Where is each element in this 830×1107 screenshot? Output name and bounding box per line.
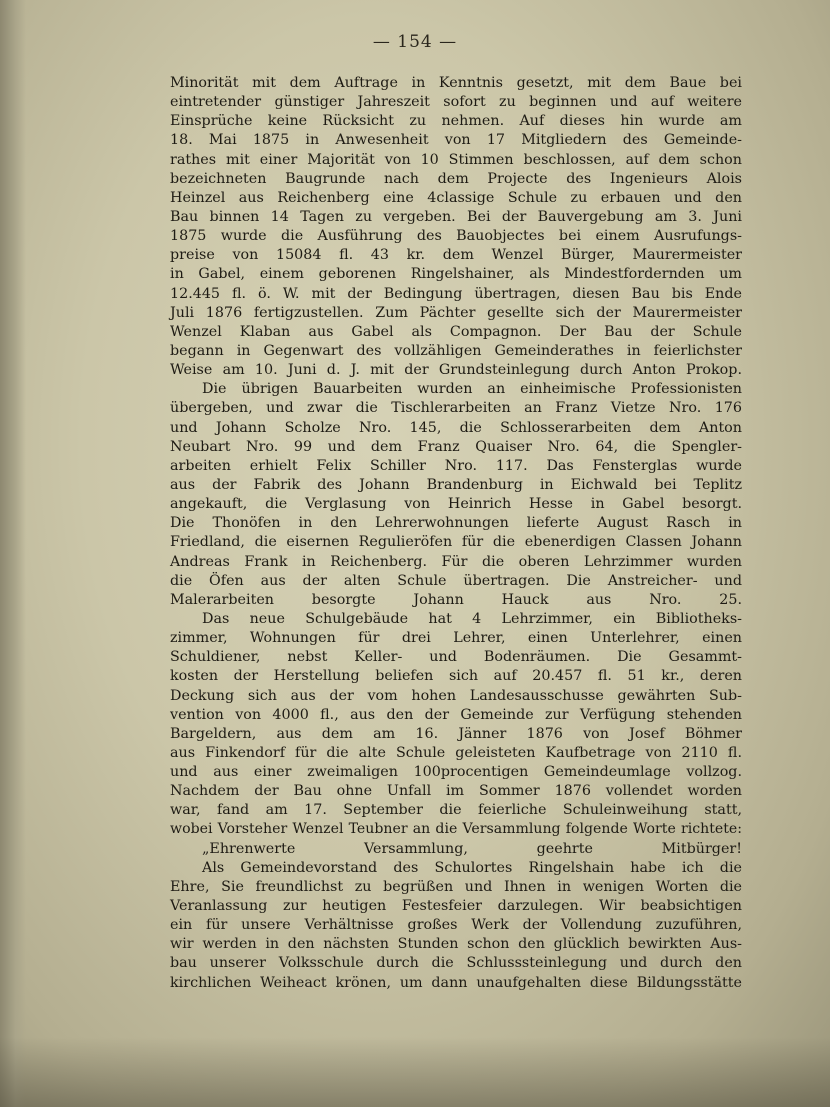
text-line: Heinzel aus Reichenberg eine 4classige Schule zu erbauen und den [170,189,742,206]
text-line: die Öfen aus der alten Schule übertragen. Die Anstreicher- und [170,572,742,589]
text-line: Ehre, Sie freundlichst zu begrüßen und Ihnen in wenigen Worten die [170,878,742,895]
text-line: Einsprüche keine Rücksicht zu nehmen. Auf dieses hin wurde am [170,113,742,130]
text-line: eintretender günstiger Jahreszeit sofort zu beginnen und auf weitere [170,94,742,111]
text-line: preise von 15084 fl. 43 kr. dem Wenzel Bürger, Maurermeister [170,247,742,264]
text-line: 18. Mai 1875 in Anwesenheit von 17 Mitgliedern des Gemeinde- [170,132,742,149]
text-line: rathes mit einer Majorität von 10 Stimmen beschlossen, auf dem schon [170,151,742,168]
text-line: Wenzel Klaban aus Gabel als Compagnon. Der Bau der Schule [170,323,742,340]
text-line: kirchlichen Weiheact krönen, um dann unaufgehalten diese Bildungsstätte [170,974,742,991]
text-line: war, fand am 17. September die feierliche Schuleinweihung statt, [170,802,742,819]
text-line: aus Finkendorf für die alte Schule geleisteten Kaufbetrage von 2110 fl. [170,744,742,761]
text-line: bezeichneten Baugrunde nach dem Projecte des Ingenieurs Alois [170,170,742,187]
body-text [170,74,742,993]
text-line: Veranlassung zur heutigen Festesfeier darzulegen. Wir beabsichtigen [170,898,742,915]
page-bottom-shadow [0,1037,830,1107]
text-line: wir werden in den nächsten Stunden schon den glücklich bewirkten Aus- [170,936,742,953]
text-line: 1875 wurde die Ausführung des Bauobjectes bei einem Ausrufungs- [170,228,742,245]
text-line: Weise am 10. Juni d. J. mit der Grundsteinlegung durch Anton Prokop. [170,362,742,379]
text-line: aus der Fabrik des Johann Brandenburg in Eichwald bei Teplitz [170,476,742,493]
text-line: Schuldiener, nebst Keller- und Bodenräumen. Die Gesammt- [170,649,742,666]
text-line: Bargeldern, aus dem am 16. Jänner 1876 von Josef Böhmer [170,725,742,742]
text-line: wobei Vorsteher Wenzel Teubner an die Versammlung folgende Worte richtete: [170,821,742,838]
text-line: vention von 4000 fl., aus den der Gemeinde zur Verfügung stehenden [170,706,742,723]
text-line: Deckung sich aus der vom hohen Landesausschusse gewährten Sub- [170,687,742,704]
text-line: Das neue Schulgebäude hat 4 Lehrzimmer, ein Bibliotheks- [202,610,742,627]
text-line: Als Gemeindevorstand des Schulortes Ringelshain habe ich die [202,859,742,876]
text-line: Minorität mit dem Auftrage in Kenntnis gesetzt, mit dem Baue bei [170,75,742,91]
text-line: 12.445 fl. ö. W. mit der Bedingung übertragen, diesen Bau bis Ende [170,285,742,302]
text-line: zimmer, Wohnungen für drei Lehrer, einen Unterlehrer, einen [170,630,742,647]
text-line: Die Thonöfen in den Lehrerwohnungen lieferte August Rasch in [170,515,742,532]
text-line: Friedland, die eisernen Regulieröfen für die ebenerdigen Classen Johann [170,534,742,551]
page-gutter-shadow [0,0,26,1107]
text-line: angekauft, die Verglasung von Heinrich Hesse in Gabel besorgt. [170,496,742,513]
text-line: in Gabel, einem geborenen Ringelshainer, als Mindestfordernden um [170,266,742,283]
text-line: Neubart Nro. 99 und dem Franz Quaiser Nro. 64, die Spengler- [170,438,742,455]
text-line: Malerarbeiten besorgte Johann Hauck aus Nro. 25. [170,591,742,608]
text-line: kosten der Herstellung beliefen sich auf 20.457 fl. 51 kr., deren [170,668,742,685]
text-line: Die übrigen Bauarbeiten wurden an einheimische Professionisten [202,381,742,398]
page-number: — 154 — [372,32,458,52]
text-line: bau unserer Volksschule durch die Schlusssteinlegung und durch den [170,955,742,972]
text-line: Nachdem der Bau ohne Unfall im Sommer 1876 vollendet worden [170,783,742,800]
text-line: Bau binnen 14 Tagen zu vergeben. Bei der Bauvergebung am 3. Juni [170,208,742,225]
text-line: ein für unsere Verhältnisse großes Werk der Vollendung zuzuführen, [170,917,742,934]
text-line: „Ehrenwerte Versammlung, geehrte Mitbürger! [202,840,742,857]
text-line: Andreas Frank in Reichenberg. Für die oberen Lehrzimmer wurden [170,553,742,570]
text-line: und Johann Scholze Nro. 145, die Schlosserarbeiten dem Anton [170,419,742,436]
text-line: Juli 1876 fertigzustellen. Zum Pächter gesellte sich der Maurermeister [170,304,742,321]
text-line: begann in Gegenwart des vollzähligen Gemeinderathes in feierlichster [170,342,742,359]
text-line: arbeiten erhielt Felix Schiller Nro. 117. Das Fensterglas wurde [170,457,742,474]
text-line: übergeben, und zwar die Tischlerarbeiten an Franz Vietze Nro. 176 [170,400,742,417]
text-line: und aus einer zweimaligen 100procentigen Gemeindeumlage vollzog. [170,764,742,781]
